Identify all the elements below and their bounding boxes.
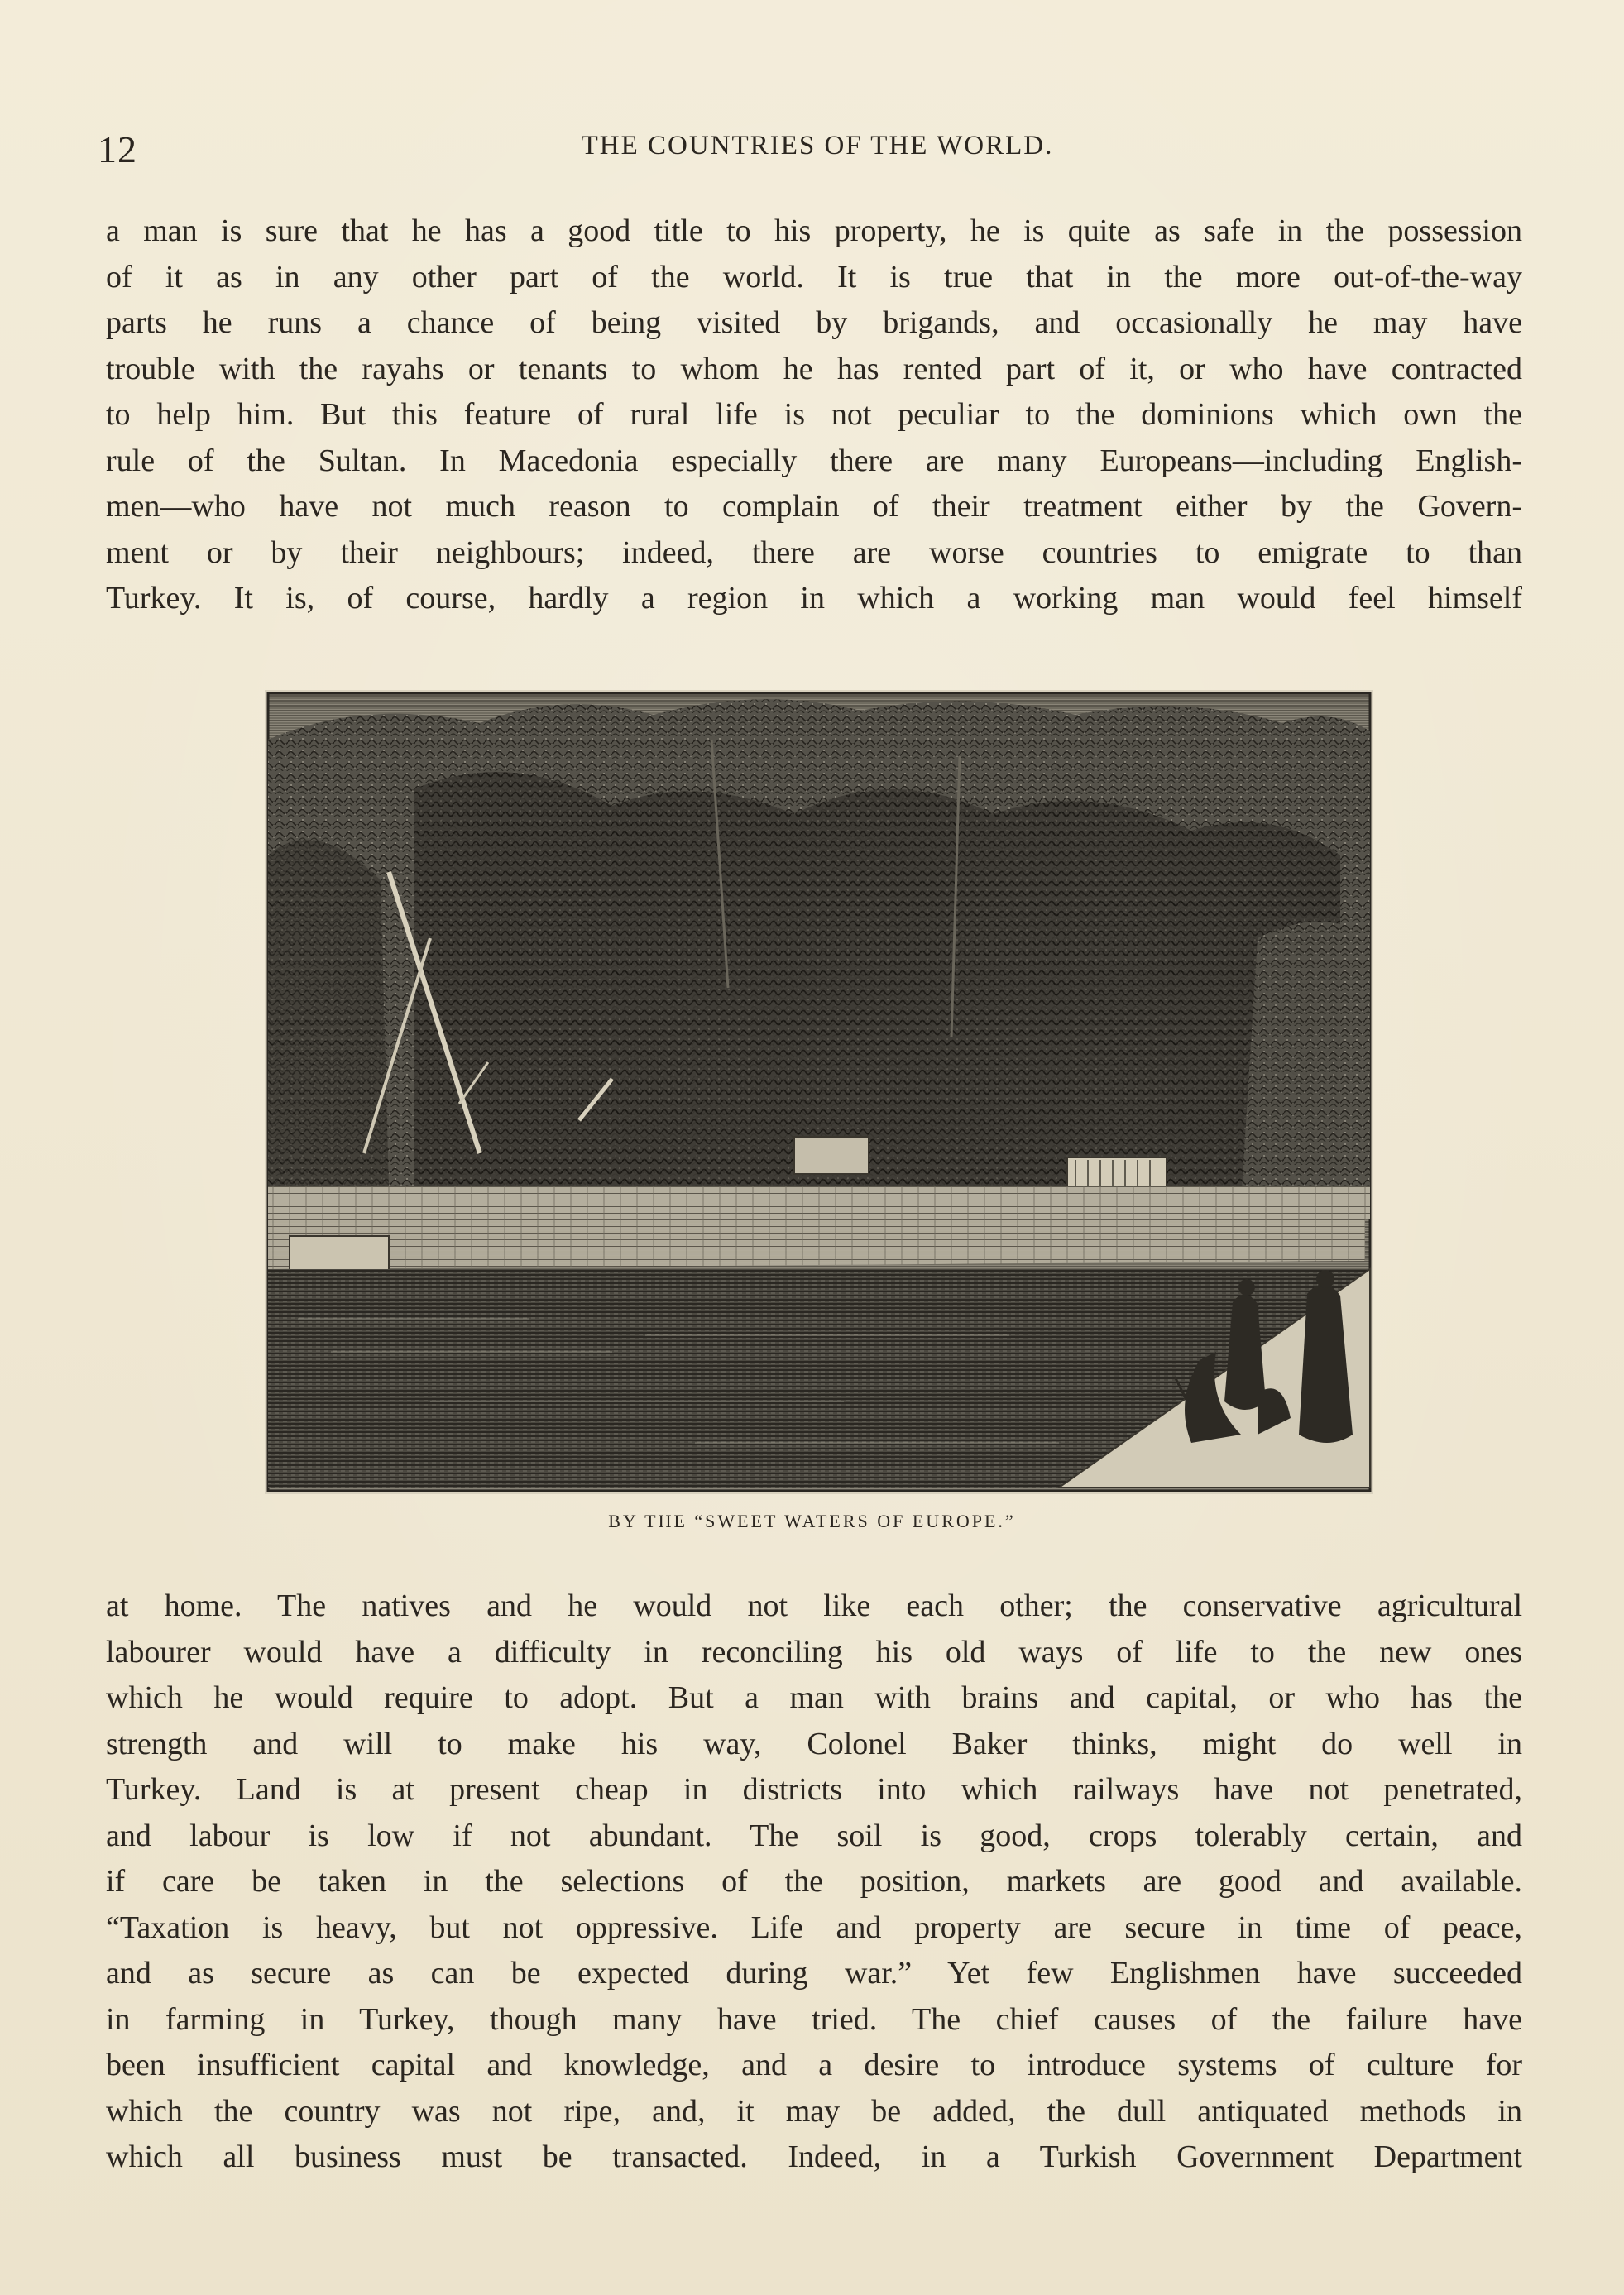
text-line: rule of the Sultan. In Macedonia especially there are many Europeans—including English- <box>106 443 1522 478</box>
running-title: THE COUNTRIES OF THE WORLD. <box>581 131 1054 161</box>
bottom-paragraph <box>106 1584 1522 2181</box>
text-line: which all business must be transacted. Indeed, in a Turkish Government Department <box>106 2139 1522 2174</box>
text-line: trouble with the rayahs or tenants to whom he has rented part of it, or who have contracted <box>106 351 1522 386</box>
text-line: strength and will to make his way, Colonel Baker thinks, might do well in <box>106 1726 1522 1761</box>
text-line: Turkey. Land is at present cheap in districts into which railways have not penetrated, <box>106 1772 1522 1807</box>
text-line: in farming in Turkey, though many have tried. The chief causes of the failure have <box>106 2001 1522 2037</box>
engraving-art <box>265 690 1373 1494</box>
page-header <box>98 124 1537 174</box>
text-line: parts he runs a chance of being visited by brigands, and occasionally he may have <box>106 305 1522 340</box>
text-line: labourer would have a difficulty in reconciling his old ways of life to the new ones <box>106 1634 1522 1670</box>
text-line: which the country was not ripe, and, it may be added, the dull antiquated methods in <box>106 2093 1522 2129</box>
text-line: a man is sure that he has a good title to his property, he is quite as safe in the possession <box>106 213 1522 248</box>
text-line: and as secure as can be expected during war.” Yet few Englishmen have succeeded <box>106 1956 1522 1991</box>
text-line: men—who have not much reason to complain of their treatment either by the Govern- <box>106 489 1522 524</box>
engraving-illustration <box>265 690 1373 1494</box>
text-line: been insufficient capital and knowledge, and a desire to introduce systems of culture for <box>106 2048 1522 2082</box>
figure-caption: BY THE “SWEET WATERS OF EUROPE.” <box>608 1511 1016 1531</box>
text-line: at home. The natives and he would not like each other; the conservative agricultural <box>106 1588 1522 1623</box>
text-line: of it as in any other part of the world. It is true that in the more out-of-the-way <box>106 259 1522 295</box>
text-line: “Taxation is heavy, but not oppressive. Life and property are secure in time of peace, <box>106 1909 1522 1945</box>
text-line: ment or by their neighbours; indeed, there are worse countries to emigrate to than <box>106 534 1522 570</box>
text-line: if care be taken in the selections of the position, markets are good and available. <box>106 1864 1522 1899</box>
top-paragraph <box>106 208 1522 622</box>
text-line: and labour is low if not abundant. The soil is good, crops tolerably certain, and <box>106 1818 1522 1853</box>
text-line: Turkey. It is, of course, hardly a region in which a working man would feel himself <box>106 581 1522 616</box>
text-line: to help him. But this feature of rural life is not peculiar to the dominions which own the <box>106 397 1522 432</box>
text-line: which he would require to adopt. But a man with brains and capital, or who has the <box>106 1680 1522 1715</box>
page-number: 12 <box>98 128 137 170</box>
